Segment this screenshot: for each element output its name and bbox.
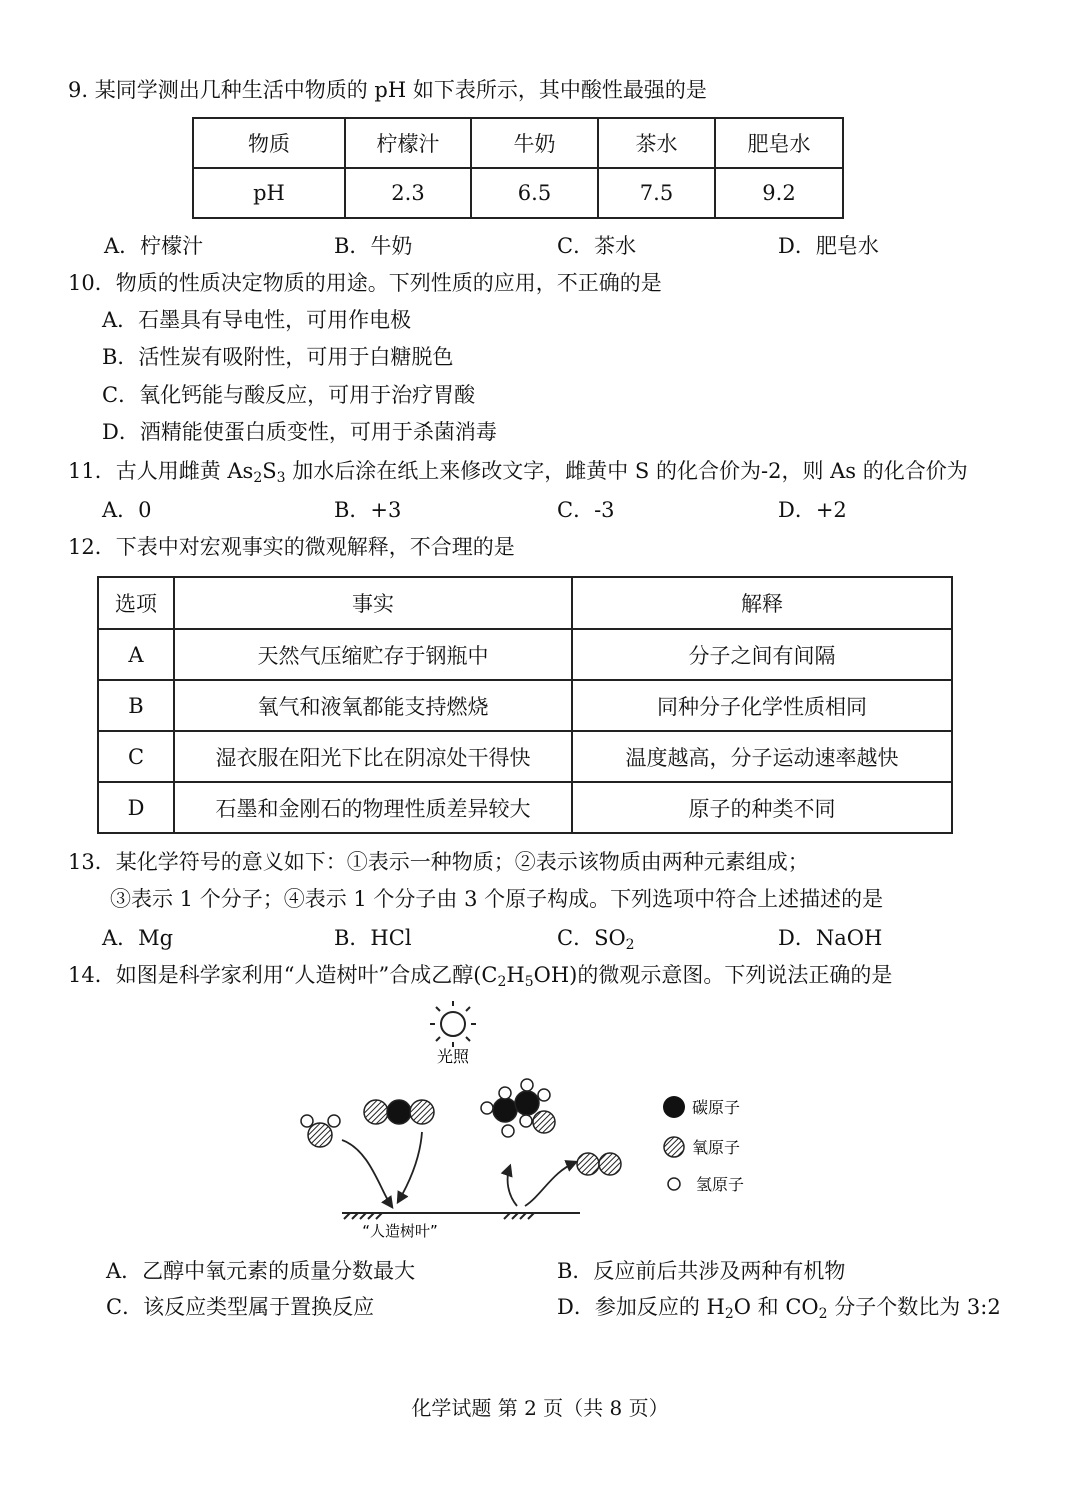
q9-value-cell: 2.3: [345, 168, 471, 218]
oxygen-atom-icon: [664, 1137, 684, 1157]
q13-option-c-text: C．SO: [557, 926, 626, 950]
q12-cell: D: [98, 782, 174, 833]
page-footer: 化学试题 第 2 页（共 8 页）: [411, 1396, 669, 1420]
q9-option-c: C．茶水: [557, 234, 637, 258]
q13-stem-line1: 13．某化学符号的意义如下：①表示一种物质；②表示该物质由两种元素组成；: [68, 850, 809, 874]
q11-stem: [68, 461, 968, 485]
q14-option-b: B．反应前后共涉及两种有机物: [557, 1259, 846, 1283]
q12-cell: 湿衣服在阳光下比在阴凉处干得快: [174, 731, 572, 782]
q9-value-cell: pH: [193, 168, 345, 218]
q9-value-cell: 7.5: [598, 168, 715, 218]
q12-cell: 天然气压缩贮存于钢瓶中: [174, 629, 572, 680]
q14-stem-part: OH)的微观示意图。下列说法正确的是: [533, 963, 893, 987]
q13-option-c: [557, 928, 635, 952]
q14-option-d: [557, 1297, 1001, 1321]
q12-cell: C: [98, 731, 174, 782]
artificial-leaf-diagram: [290, 1000, 790, 1250]
q10-option-c: C．氧化钙能与酸反应，可用于治疗胃酸: [102, 383, 476, 407]
o2-molecule: [577, 1153, 621, 1175]
q13-stem-line2: ③表示 1 个分子；④表示 1 个分子由 3 个原子构成。下列选项中符合上述描述的是: [110, 887, 884, 911]
arrow-icon: [342, 1140, 392, 1207]
ethanol-molecule: [481, 1079, 555, 1137]
q11-subscript: 2: [253, 470, 263, 486]
q12-cell: 分子之间有间隔: [572, 629, 952, 680]
q9-header-cell: 牛奶: [471, 118, 598, 168]
leaf-label: “人造树叶”: [362, 1222, 438, 1240]
q11-option-b: B．+3: [334, 498, 402, 522]
legend-hydrogen-label: 氢原子: [696, 1175, 745, 1194]
co2-molecule: [364, 1100, 434, 1124]
q9-option-d: D．肥皂水: [778, 234, 879, 258]
q13-option-d: D．NaOH: [778, 926, 883, 950]
q11-stem-part: S: [262, 459, 277, 483]
q9-header-cell: 肥皂水: [715, 118, 843, 168]
q14-stem-part: H: [506, 963, 525, 987]
q12-cell: 氧气和液氧都能支持燃烧: [174, 680, 572, 731]
q13-subscript: 2: [625, 937, 635, 953]
q10-option-b: B．活性炭有吸附性，可用于白糖脱色: [102, 345, 454, 369]
q11-option-a: A．0: [102, 498, 152, 522]
q12-cell: 石墨和金刚石的物理性质差异较大: [174, 782, 572, 833]
q12-cell: 同种分子化学性质相同: [572, 680, 952, 731]
water-molecule: [301, 1115, 340, 1147]
q14-subscript: 2: [724, 1306, 734, 1322]
q14-subscript: 2: [497, 974, 507, 990]
q12-table: [97, 576, 953, 834]
q9-header-cell: 柠檬汁: [345, 118, 471, 168]
q9-option-b: B．牛奶: [334, 234, 413, 258]
q9-value-cell: 6.5: [471, 168, 598, 218]
q14-stem: [68, 965, 892, 989]
q12-cell: 温度越高，分子运动速率越快: [572, 731, 952, 782]
table-row: [98, 680, 952, 731]
q11-option-d: D．+2: [778, 498, 847, 522]
q10-option-a: A．石墨具有导电性，可用作电极: [102, 308, 412, 332]
q14-subscript: 2: [818, 1306, 828, 1322]
q9-stem: 9. 某同学测出几种生活中物质的 pH 如下表所示，其中酸性最强的是: [68, 78, 707, 102]
arrow-icon: [398, 1132, 422, 1202]
legend-oxygen-label: 氧原子: [692, 1138, 741, 1157]
q10-option-d: D．酒精能使蛋白质变性，可用于杀菌消毒: [102, 420, 497, 444]
q14-option-d-part: D．参加反应的 H: [557, 1295, 725, 1319]
q12-cell: B: [98, 680, 174, 731]
q11-option-c: C．-3: [557, 498, 615, 522]
carbon-atom-icon: [663, 1096, 685, 1118]
q12-stem: 12．下表中对宏观事实的微观解释，不合理的是: [68, 535, 515, 559]
sun-icon: [430, 1001, 476, 1047]
arrow-icon: [508, 1166, 517, 1206]
q11-stem-part: 加水后涂在纸上来修改文字，雌黄中 S 的化合价为-2，则 As 的化合价为: [285, 459, 968, 483]
q9-option-a: A．柠檬汁: [104, 234, 204, 258]
q9-value-cell: 9.2: [715, 168, 843, 218]
q12-cell: 原子的种类不同: [572, 782, 952, 833]
q13-option-b: B．HCl: [334, 926, 412, 950]
legend: [663, 1096, 744, 1194]
q14-option-d-part: 分子个数比为 3:2: [827, 1295, 1001, 1319]
arrow-icon: [525, 1162, 576, 1206]
q14-stem-part: 14．如图是科学家利用“人造树叶”合成乙醇(C: [68, 963, 498, 987]
q12-header-cell: 解释: [572, 577, 952, 629]
q14-option-a: A．乙醇中氧元素的质量分数最大: [106, 1259, 416, 1283]
q12-header-cell: 选项: [98, 577, 174, 629]
leaf-surface: [342, 1213, 580, 1219]
table-row: [98, 629, 952, 680]
q14-subscript: 5: [524, 974, 534, 990]
q9-ph-table: [192, 117, 844, 219]
table-row: [98, 731, 952, 782]
legend-carbon-label: 碳原子: [692, 1098, 741, 1117]
q13-option-a: A．Mg: [102, 926, 174, 950]
light-label: 光照: [436, 1047, 470, 1066]
q9-header-cell: 物质: [193, 118, 345, 168]
q14-option-c: C．该反应类型属于置换反应: [106, 1295, 375, 1319]
q14-option-d-part: O 和 CO: [733, 1295, 819, 1319]
q11-subscript: 3: [276, 470, 286, 486]
q9-header-cell: 茶水: [598, 118, 715, 168]
q12-header-cell: 事实: [174, 577, 572, 629]
hydrogen-atom-icon: [668, 1178, 680, 1190]
q11-stem-part: 11．古人用雌黄 As: [68, 459, 254, 483]
q12-cell: A: [98, 629, 174, 680]
q10-stem: 10．物质的性质决定物质的用途。下列性质的应用，不正确的是: [68, 271, 662, 295]
table-row: [98, 782, 952, 833]
